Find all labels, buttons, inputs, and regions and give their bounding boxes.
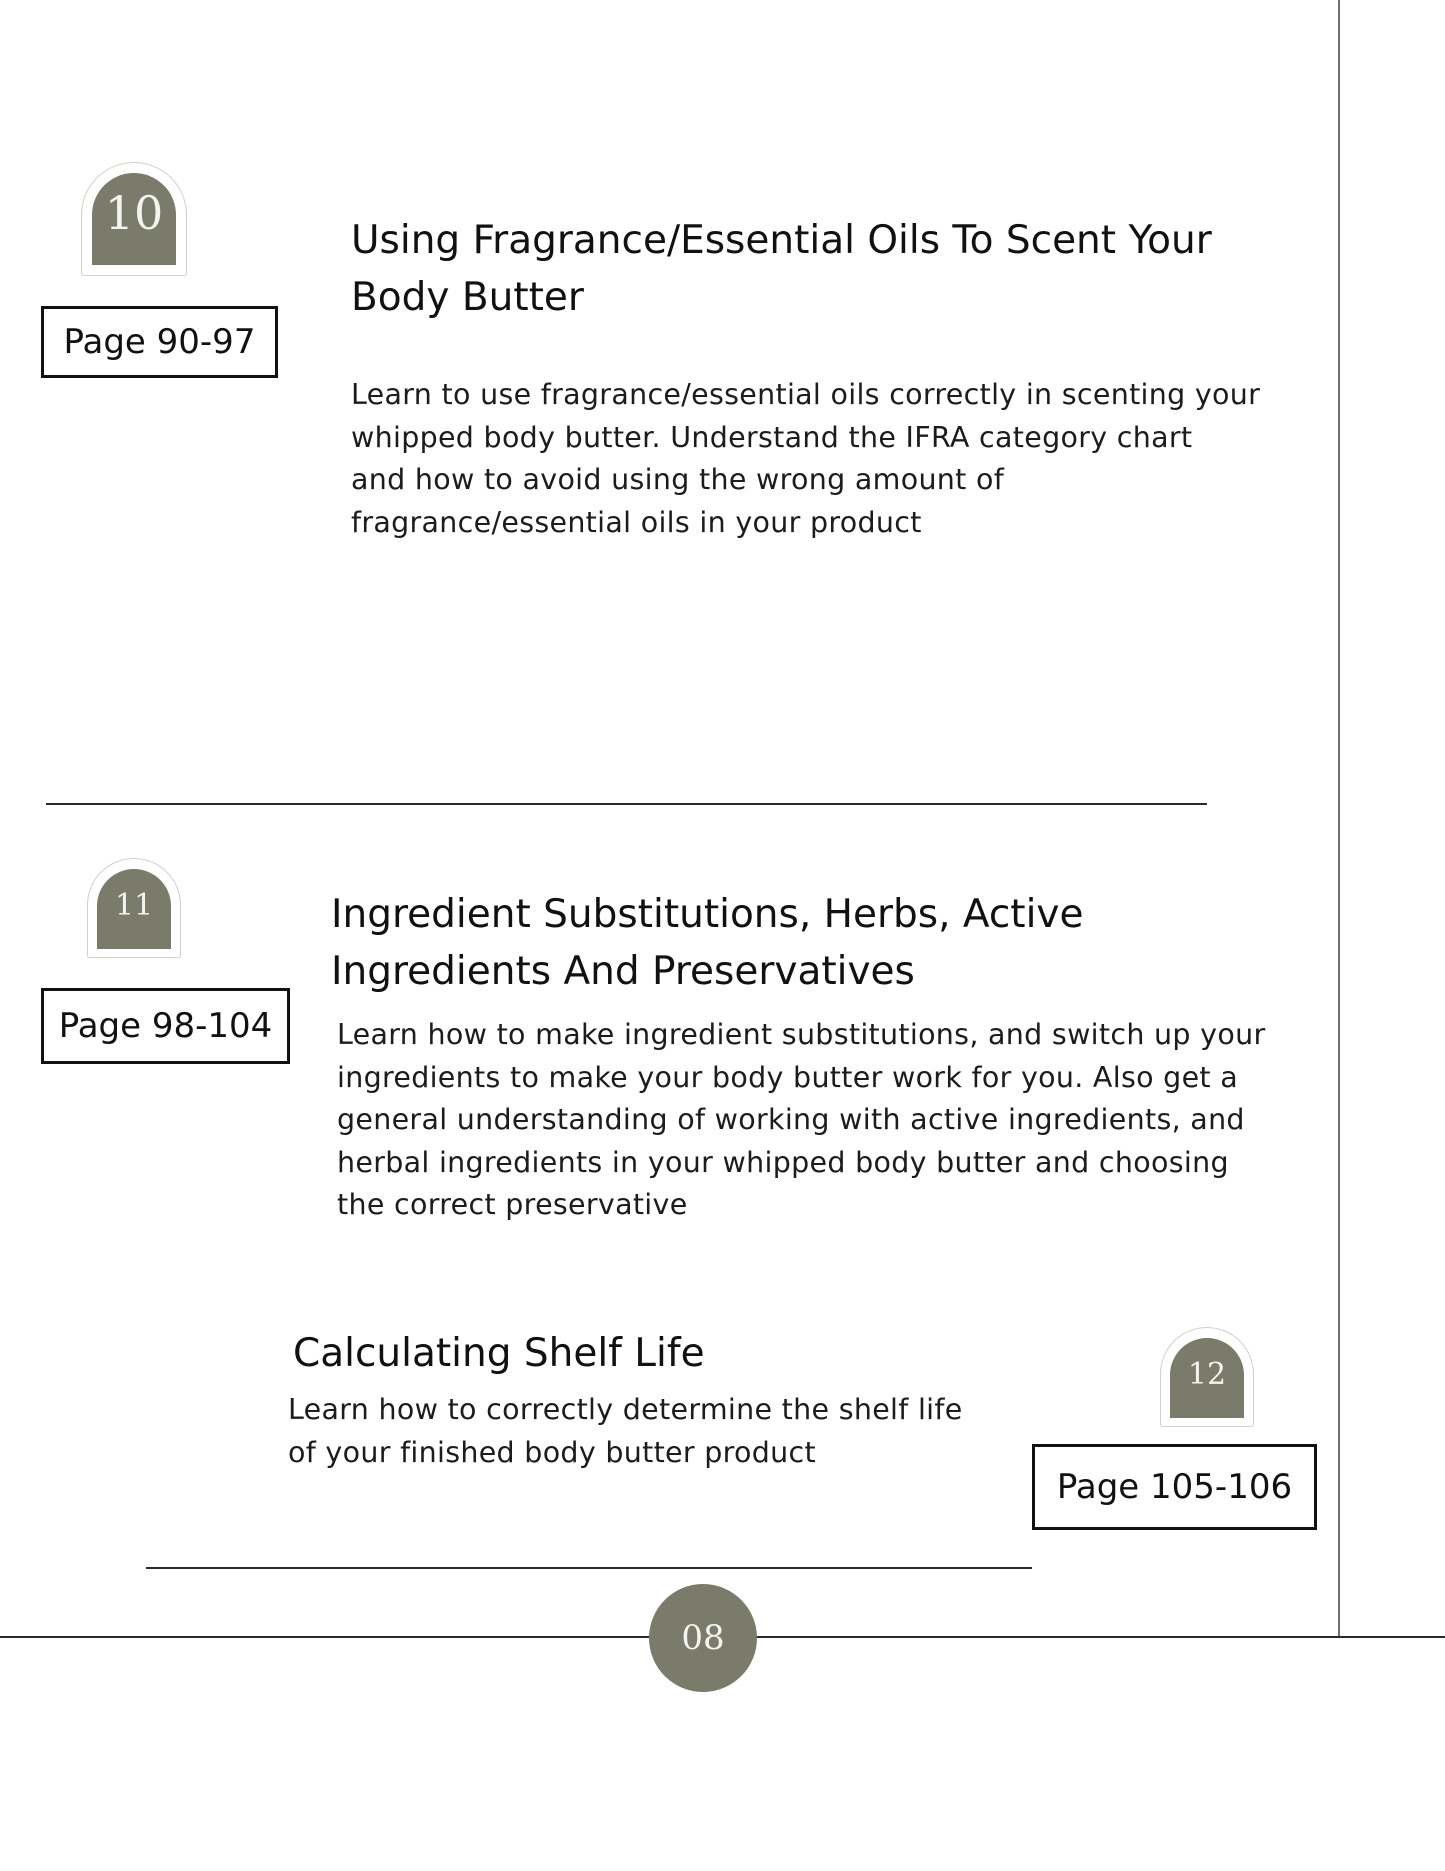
divider-1 bbox=[46, 803, 1207, 805]
section-10-badge bbox=[81, 162, 187, 276]
section-11-badge bbox=[87, 858, 181, 958]
section-12-page-range[interactable]: Page 105-106 bbox=[1032, 1444, 1317, 1530]
page-number: 08 bbox=[649, 1584, 757, 1692]
section-10-page-range[interactable]: Page 90-97 bbox=[41, 306, 278, 378]
section-12-title: Calculating Shelf Life bbox=[293, 1331, 705, 1376]
section-11-title-line1: Ingredient Substitutions, Herbs, Active bbox=[331, 892, 1084, 937]
section-10-title bbox=[351, 212, 1311, 326]
section-10-number: 10 bbox=[92, 173, 176, 265]
section-10-title-line2: Body Butter bbox=[351, 275, 584, 320]
section-11-title-line2: Ingredients And Preservatives bbox=[331, 949, 915, 994]
section-11-number: 11 bbox=[97, 869, 171, 949]
section-12-badge bbox=[1160, 1327, 1254, 1427]
section-11-title bbox=[331, 886, 1291, 1000]
right-margin-rule bbox=[1338, 0, 1340, 1636]
section-10-title-line1: Using Fragrance/Essential Oils To Scent Your bbox=[351, 218, 1212, 263]
section-12-description: Learn how to correctly determine the shelf life of your finished body butter product bbox=[288, 1393, 963, 1469]
divider-2 bbox=[146, 1567, 1032, 1569]
section-11-description: Learn how to make ingredient substitutions, and switch up your ingredients to make your body butter work for you. Also get a general understanding of working with active ingredients, and herbal ingredients in your whipped body butter and choosing the correct preservative bbox=[337, 1018, 1266, 1221]
section-11-page-range[interactable]: Page 98-104 bbox=[41, 988, 290, 1064]
section-10-description: Learn to use fragrance/essential oils correctly in scenting your whipped body butter. Understand the IFRA category chart and how to avoid using the wrong amount of fragrance/essential oils in your product bbox=[351, 378, 1261, 539]
section-12-number: 12 bbox=[1170, 1338, 1244, 1418]
